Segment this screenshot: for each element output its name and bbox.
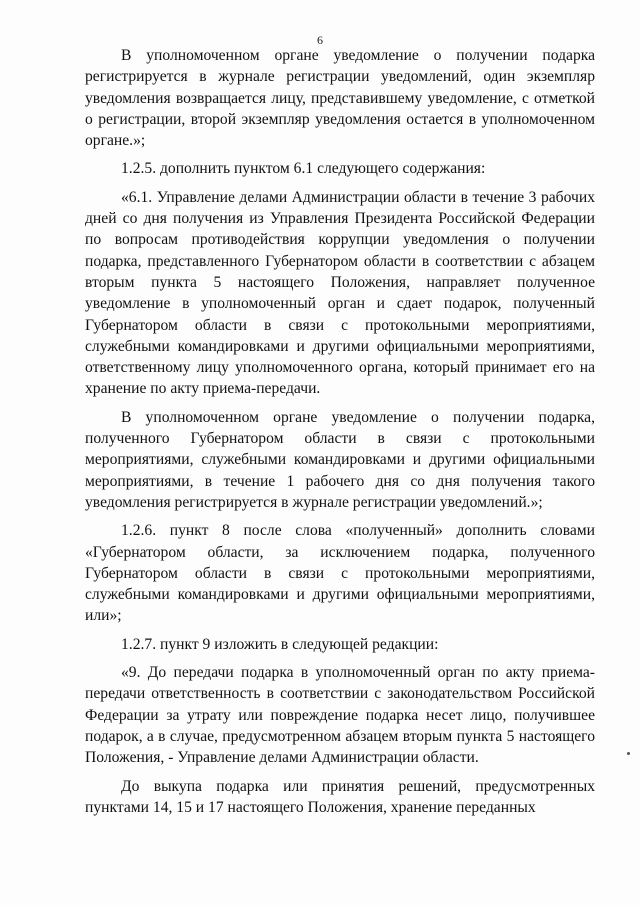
paragraph-clause-6-1-registration: В уполномоченном органе уведомление о получении подарка, полученного Губернатором области в связи с протокольными мероприятиями, служебными командировками и другими официальными мероприятиями, в течение 1 рабочего дня со дня получения такого уведомления регистрируется в журнале регистрации уведомлений.»; [85, 408, 595, 511]
paragraph-item-1-2-6: 1.2.6. пункт 8 после слова «полученный» дополнить словами «Губернатором области, за исключением подарка, полученного Губернатором области в связи с протокольными мероприятиями, служебными командировками и другими официальными мероприятиями, или»; [85, 522, 595, 625]
paragraph-registration-note: В уполномоченном органе уведомление о получении подарка регистрируется в журнале регистрации уведомлений, один экземпляр уведомления возвращается лицу, представившему уведомление, с отметкой о регистрации, второй экземпляр уведомления остается в уполномоченном органе.»; [85, 47, 595, 150]
paragraph-clause-6-1: «6.1. Управление делами Администрации области в течение 3 рабочих дней со дня получения из Управления Президента Российской Федерации по вопросам противодействия коррупции уведомления о получении подарка, представленного Губернатором области в соответствии с абзацем вторым пункта 5 настоящего Положения, направляет полученное уведомление в уполномоченный орган и сдает подарок, полученный Губернатором области в связи с протокольными мероприятиями, служебными командировками и другими официальными мероприятиями, ответственному лицу уполномоченного органа, который принимает его на хранение по акту приема-передачи. [85, 188, 595, 398]
paragraph-storage-note: До выкупа подарка или принятия решений, предусмотренных пунктами 14, 15 и 17 настоящего Положения, хранение переданных [85, 777, 595, 816]
document-body [85, 45, 595, 818]
scan-speck [627, 752, 630, 755]
paragraph-clause-9: «9. До передачи подарка в уполномоченный орган по акту приема-передачи ответственность в соответствии с законодательством Российской Федерации за утрату или повреждение подарка несет лицо, получившее подарок, а в случае, предусмотренном абзацем вторым пункта 5 настоящего Положения, - Управление делами Администрации области. [85, 664, 595, 767]
paragraph-item-1-2-5: 1.2.5. дополнить пунктом 6.1 следующего содержания: [121, 160, 486, 178]
paragraph-item-1-2-7: 1.2.7. пункт 9 изложить в следующей редакции: [121, 635, 439, 653]
page-number: 6 [317, 33, 323, 47]
